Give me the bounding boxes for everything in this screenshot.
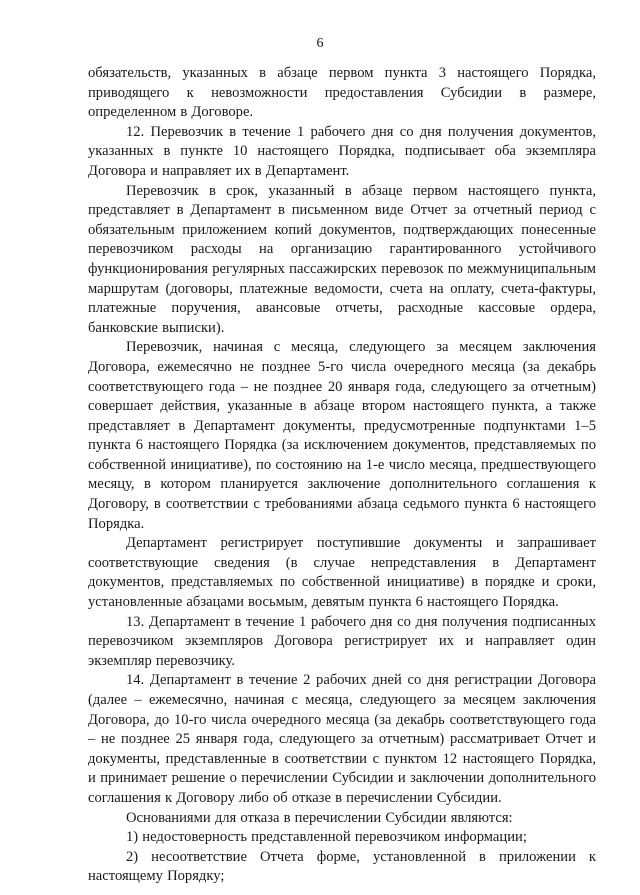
paragraph-12-sign-contract: 12. Перевозчик в течение 1 рабочего дня со дня получения документов, указанных в пункте 10 настоящего Порядка, подписывает оба экземпляра Договора и направляет их в Департамент.	[88, 123, 596, 179]
paragraph-continuation: обязательств, указанных в абзаце первом пункта 3 настоящего Порядка, приводящего к невозможности предоставления Субсидии в размере, определенном в Договоре.	[88, 65, 596, 121]
paragraph-14: 14. Департамент в течение 2 рабочих дней со дня регистрации Договора (далее – ежемесячно, начиная с месяца, следующего за месяцем заключения Договора, до 10-го числа очередного месяца (за декабрь соответствующего года – не позднее 25 января года, следующего за отчетным) рассматривает Отчет и документы, представленные в соответствии с пунктом 12 настоящего Порядка, и принимает решение о перечислении Субсидии и заключении дополнительного соглашения к Договору либо об отказе в перечислении Субсидии.	[88, 672, 596, 806]
paragraph-12-department-registers: Департамент регистрирует поступившие документы и запрашивает соответствующие сведения (в случае непредставления в Департамент документов, представляемых по собственной инициативе) в порядке и сроки, установленные абзацами восьмым, девятым пункта 6 настоящего Порядка.	[88, 535, 596, 611]
paragraph-14-refusal-grounds: Основаниями для отказа в перечислении Субсидии являются:	[126, 809, 513, 826]
list-item-ground-1: 1) недостоверность представленной перевозчиком информации;	[126, 829, 527, 846]
document-body	[88, 64, 596, 887]
paragraph-12-monthly: Перевозчик, начиная с месяца, следующего за месяцем заключения Договора, ежемесячно не позднее 5-го числа очередного месяца (за декабрь соответствующего года – не позднее 20 января года, следующего за отчетным) совершает действия, указанные в абзаце втором настоящего пункта, а также представляет в Департамент документы, предусмотренные подпунктами 1–5 пункта 6 настоящего Порядка (за исключением документов, представляемых по собственной инициативе), по состоянию на 1-е число месяца, предшествующего месяцу, в котором планируется заключение дополнительного соглашения к Договору, в соответствии с требованиями абзаца седьмого пункта 6 настоящего Порядка.	[88, 339, 596, 532]
list-item-ground-2: 2) несоответствие Отчета форме, установленной в приложении к настоящему Порядку;	[88, 848, 596, 885]
page-number: 6	[316, 36, 324, 51]
paragraph-13: 13. Департамент в течение 1 рабочего дня со дня получения подписанных перевозчиком экземпляров Договора регистрирует их и направляет один экземпляр перевозчику.	[88, 613, 596, 669]
paragraph-12-report: Перевозчик в срок, указанный в абзаце первом настоящего пункта, представляет в Департамент в письменном виде Отчет за отчетный период с обязательным приложением копий документов, подтверждающих понесенные перевозчиком расходы на организацию гарантированного устойчивого функционирования регулярных пассажирских перевозок по межмуниципальным маршрутам (договоры, платежные ведомости, счета на оплату, счета-фактуры, платежные поручения, авансовые отчеты, расходные кассовые ордера, банковские выписки).	[88, 182, 596, 336]
